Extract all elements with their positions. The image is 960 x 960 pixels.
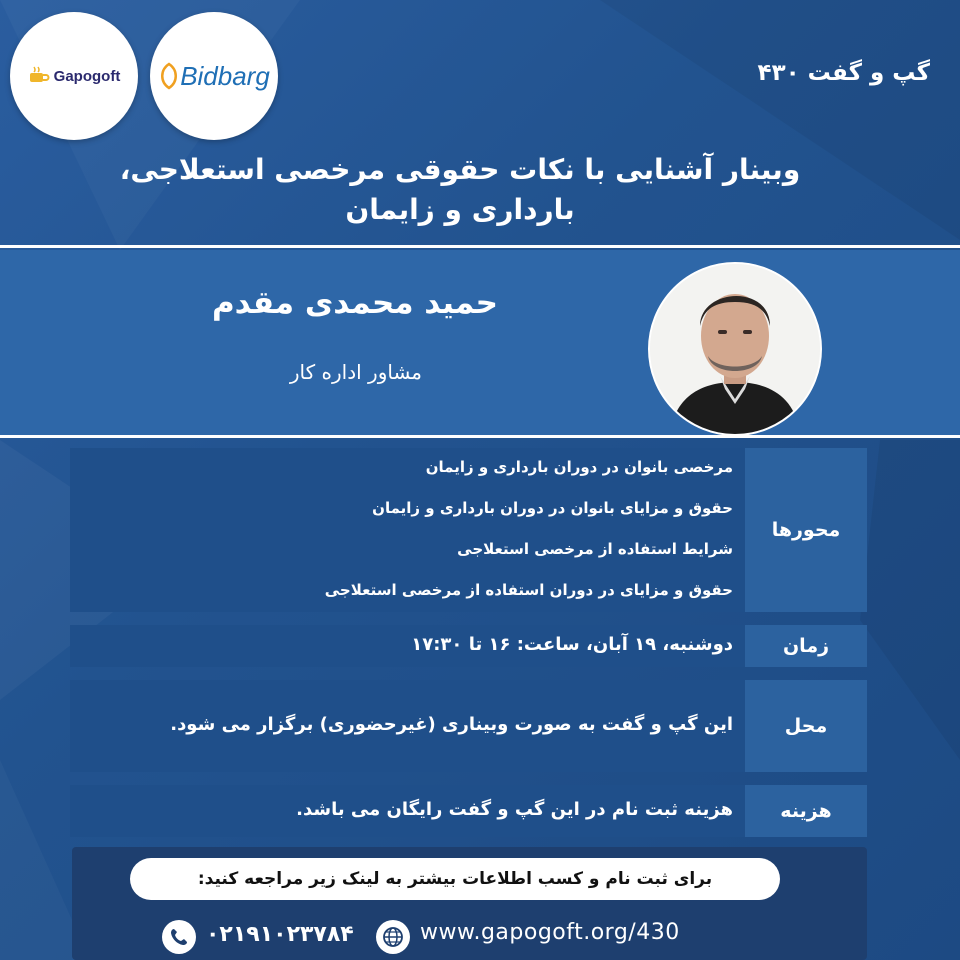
place-label: محل	[745, 680, 867, 772]
topic-item: مرخصی بانوان در دوران بارداری و زایمان	[425, 458, 733, 476]
time-label: زمان	[745, 625, 867, 667]
cost-label: هزینه	[745, 785, 867, 837]
speaker-role: مشاور اداره کار	[289, 360, 422, 384]
speaker-name: حمید محمدی مقدم	[211, 285, 498, 321]
bidbarg-logo-text: Bidbarg	[180, 60, 270, 91]
topics-content	[70, 448, 745, 612]
time-content	[70, 625, 745, 667]
topic-item: حقوق و مزایای بانوان در دوران بارداری و زایمان	[372, 499, 733, 517]
website-link[interactable]: www.gapogoft.org/430	[420, 920, 680, 945]
registration-cta: برای ثبت نام و کسب اطلاعات بیشتر به لینک زیر مراجعه کنید:	[130, 858, 780, 900]
cost-content	[70, 785, 745, 837]
webinar-title-line2: بارداری و زایمان	[345, 193, 575, 226]
series-title: گپ و گفت ۴۳۰	[757, 60, 930, 86]
leaf-icon	[158, 62, 180, 90]
gapogoft-logo	[10, 12, 138, 140]
phone-icon	[162, 920, 196, 954]
divider-top	[0, 245, 960, 248]
cost-value: هزینه ثبت نام در این گپ و گفت رایگان می باشد.	[296, 799, 733, 820]
divider-bottom	[0, 435, 960, 438]
globe-icon	[376, 920, 410, 954]
place-value: این گپ و گفت به صورت وبیناری (غیرحضوری) برگزار می شود.	[170, 714, 733, 735]
gapogoft-logo-text: Gapogoft	[53, 67, 121, 85]
place-content	[70, 680, 745, 772]
topics-label: محورها	[745, 448, 867, 612]
time-value: دوشنبه، ۱۹ آبان، ساعت: ۱۶ تا ۱۷:۳۰	[411, 634, 733, 655]
webinar-title	[80, 150, 840, 230]
topic-item: حقوق و مزایای در دوران استفاده از مرخصی استعلاجی	[324, 581, 733, 599]
cup-icon	[28, 66, 50, 86]
webinar-title-line1: وبینار آشنایی با نکات حقوقی مرخصی استعلاجی،	[119, 153, 801, 186]
topic-item: شرایط استفاده از مرخصی استعلاجی	[457, 540, 733, 558]
phone-number[interactable]: ۰۲۱۹۱۰۲۳۷۸۴	[206, 922, 354, 947]
bidbarg-logo	[150, 12, 278, 140]
speaker-photo	[648, 262, 822, 436]
